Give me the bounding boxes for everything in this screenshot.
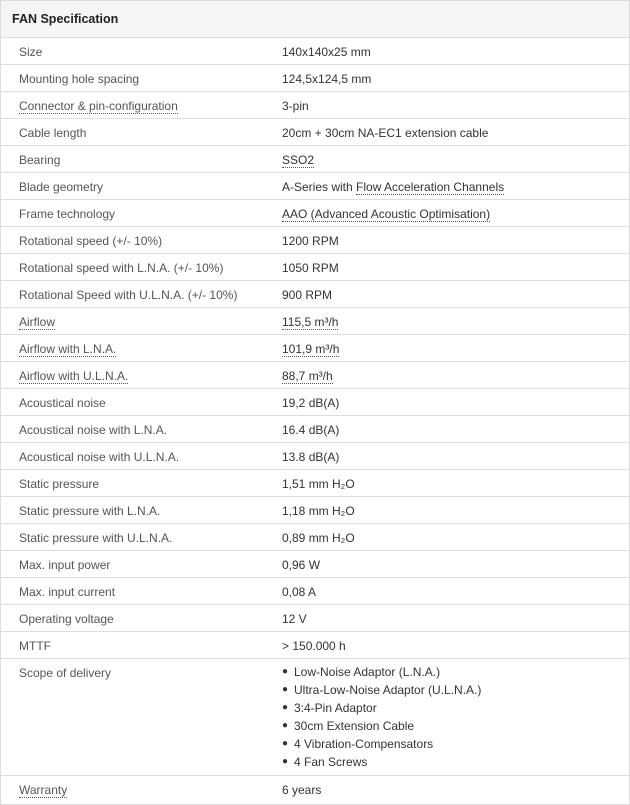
- list-item: ● 4 Fan Screws: [282, 755, 368, 769]
- spec-value: 140x140x25 mm: [282, 45, 371, 59]
- spec-row-blade-geometry: [1, 172, 629, 199]
- spec-row-frame-technology: [1, 199, 629, 226]
- list-item: ● 30cm Extension Cable: [282, 719, 415, 733]
- spec-row-acoustical-noise-ulna: [1, 442, 629, 469]
- list-item: ● 4 Vibration-Compensators: [282, 737, 434, 751]
- airflow-lna-unit-link[interactable]: 101,9 m³/h: [282, 342, 340, 356]
- spec-row-max-input-power: [1, 550, 629, 577]
- spec-row-max-input-current: [1, 577, 629, 604]
- spec-label: Frame technology: [19, 207, 116, 221]
- spec-value: 1,18 mm H₂O: [282, 504, 355, 518]
- spec-label: Scope of delivery: [19, 666, 112, 680]
- spec-row-scope-of-delivery: [1, 658, 629, 775]
- spec-label: Mounting hole spacing: [19, 72, 140, 86]
- flow-acceleration-channels-link[interactable]: Flow Acceleration Channels: [356, 180, 505, 194]
- spec-label: Blade geometry: [19, 180, 104, 194]
- spec-value: 0,08 A: [282, 585, 317, 599]
- spec-row-static-pressure-ulna: [1, 523, 629, 550]
- spec-row-airflow-lna: [1, 334, 629, 361]
- spec-row-bearing: [1, 145, 629, 172]
- spec-value: 20cm + 30cm NA-EC1 extension cable: [282, 126, 489, 140]
- spec-value: 0,89 mm H₂O: [282, 531, 355, 545]
- spec-label: Static pressure with L.N.A.: [19, 504, 161, 518]
- list-item: ● Ultra-Low-Noise Adaptor (U.L.N.A.): [282, 683, 482, 697]
- spec-value: > 150.000 h: [282, 639, 346, 653]
- spec-value: [282, 342, 339, 356]
- spec-label: Rotational Speed with U.L.N.A. (+/- 10%): [19, 288, 238, 302]
- spec-value: [282, 369, 333, 383]
- spec-value: 12 V: [282, 612, 307, 626]
- spec-value: 19,2 dB(A): [282, 396, 340, 410]
- spec-label: Acoustical noise with L.N.A.: [19, 423, 168, 437]
- spec-value: 16.4 dB(A): [282, 423, 340, 437]
- spec-row-acoustical-noise: [1, 388, 629, 415]
- spec-label: Rotational speed (+/- 10%): [19, 234, 163, 248]
- airflow-unit-link[interactable]: 115,5 m³/h: [282, 315, 339, 329]
- list-item: ● Low-Noise Adaptor (L.N.A.): [282, 665, 441, 679]
- spec-row-airflow-ulna: [1, 361, 629, 388]
- spec-value: 900 RPM: [282, 288, 333, 302]
- bullet-icon: ●: [282, 720, 289, 731]
- spec-row-mttf: [1, 631, 629, 658]
- spec-label: Cable length: [19, 126, 87, 140]
- spec-label: Static pressure with U.L.N.A.: [19, 531, 173, 545]
- spec-label: Max. input power: [19, 558, 111, 572]
- spec-label: Rotational speed with L.N.A. (+/- 10%): [19, 261, 224, 275]
- spec-label: Size: [19, 45, 43, 59]
- spec-row-static-pressure: [1, 469, 629, 496]
- spec-value: 1050 RPM: [282, 261, 339, 275]
- spec-label: Max. input current: [19, 585, 116, 599]
- blade-geometry-prefix: A-Series with: [282, 180, 357, 194]
- spec-label: Acoustical noise with U.L.N.A.: [19, 450, 180, 464]
- warranty-tooltip-link[interactable]: Warranty: [19, 783, 68, 797]
- spec-row-static-pressure-lna: [1, 496, 629, 523]
- spec-value: 13.8 dB(A): [282, 450, 340, 464]
- spec-row-rotational-speed-lna: [1, 253, 629, 280]
- spec-label: Operating voltage: [19, 612, 114, 626]
- spec-label: MTTF: [19, 639, 51, 653]
- airflow-tooltip-link[interactable]: Airflow: [19, 315, 56, 329]
- spec-value: [282, 315, 338, 329]
- spec-row-connector: [1, 91, 629, 118]
- spec-row-acoustical-noise-lna: [1, 415, 629, 442]
- spec-label: Acoustical noise: [19, 396, 106, 410]
- spec-row-size: [1, 38, 629, 64]
- spec-row-mounting-hole-spacing: [1, 64, 629, 91]
- airflow-ulna-unit-link[interactable]: 88,7 m³/h: [282, 369, 333, 383]
- spec-value: 124,5x124,5 mm: [282, 72, 372, 86]
- spec-value: [282, 180, 504, 194]
- spec-label: Bearing: [19, 153, 61, 167]
- aao-tooltip-link[interactable]: AAO (Advanced Acoustic Optimisation): [282, 207, 491, 221]
- spec-row-warranty: [1, 775, 629, 802]
- spec-row-airflow: [1, 307, 629, 334]
- bullet-icon: ●: [282, 666, 289, 677]
- bullet-icon: ●: [282, 702, 289, 713]
- spec-value: 3-pin: [282, 99, 309, 113]
- scope-of-delivery-list: [282, 665, 481, 773]
- bearing-tooltip-link[interactable]: SSO2: [282, 153, 315, 167]
- spec-label: Static pressure: [19, 477, 100, 491]
- spec-row-operating-voltage: [1, 604, 629, 631]
- connector-tooltip-link[interactable]: Connector & pin-configuration: [19, 99, 178, 113]
- airflow-lna-tooltip-link[interactable]: Airflow with L.N.A.: [19, 342, 117, 356]
- spec-row-rotational-speed-ulna: [1, 280, 629, 307]
- spec-row-rotational-speed: [1, 226, 629, 253]
- spec-value: 6 years: [282, 783, 322, 797]
- bullet-icon: ●: [282, 738, 289, 749]
- list-item: ● 3:4-Pin Adaptor: [282, 701, 377, 715]
- bullet-icon: ●: [282, 684, 289, 695]
- spec-value: 1200 RPM: [282, 234, 339, 248]
- spec-row-cable-length: [1, 118, 629, 145]
- bullet-icon: ●: [282, 756, 289, 767]
- spec-value: 0,96 W: [282, 558, 321, 572]
- panel-title: FAN Specification: [1, 1, 629, 38]
- spec-value: 1,51 mm H₂O: [282, 477, 355, 491]
- airflow-ulna-tooltip-link[interactable]: Airflow with U.L.N.A.: [19, 369, 129, 383]
